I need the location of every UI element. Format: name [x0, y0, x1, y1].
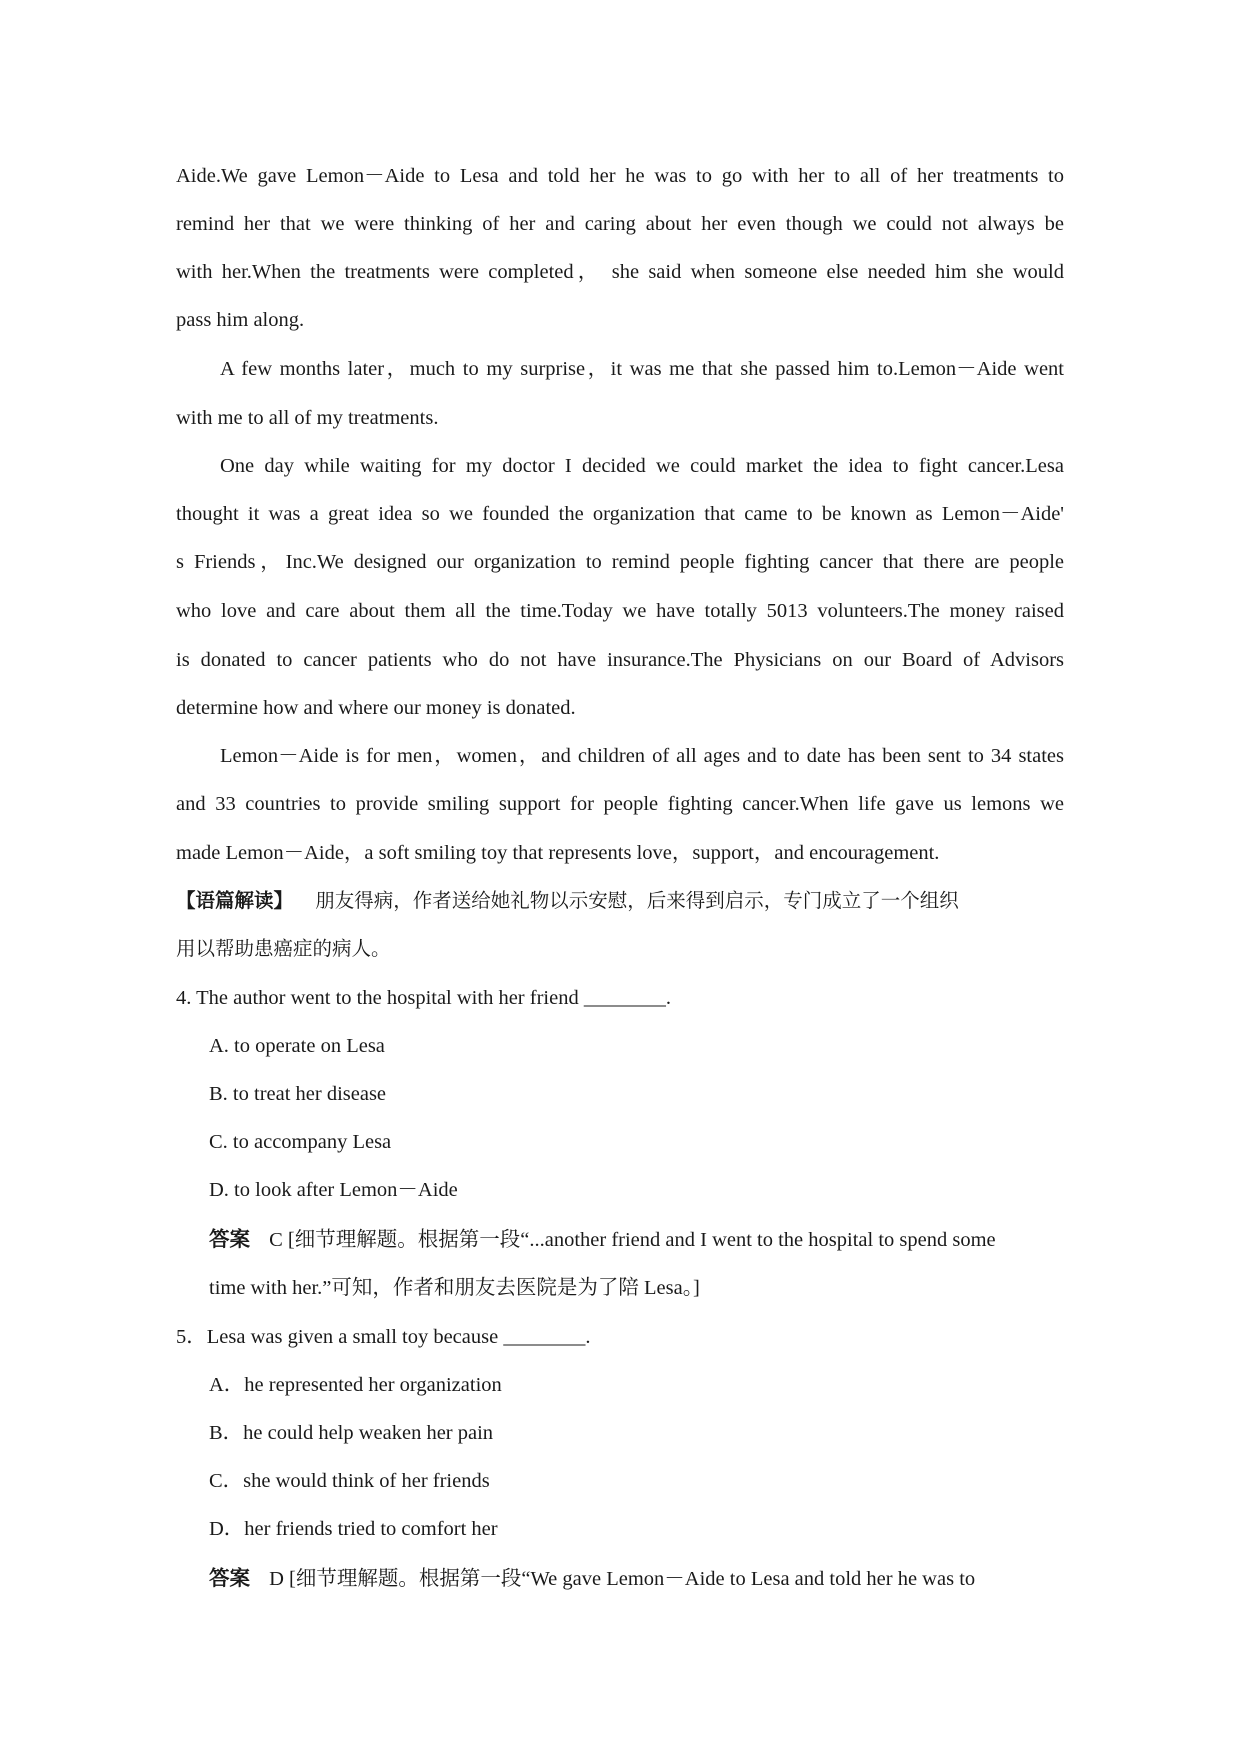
question-5-option-a: A．he represented her organization	[209, 1374, 502, 1396]
question-5-option-b: B．he could help weaken her pain	[209, 1422, 494, 1444]
question-5-answer	[209, 1568, 1075, 1590]
question-4-stem: 4. The author went to the hospital with her friend ________.	[176, 987, 671, 1009]
question-4-option-a: A. to operate on Lesa	[209, 1035, 385, 1057]
question-5-option-c: C．she would think of her friends	[209, 1470, 490, 1492]
passage-line: One day while waiting for my doctor I decided we could market the idea to fight cancer.Lesa	[220, 455, 1064, 477]
answer-text: D [细节理解题。根据第一段“We gave Lemon－Aide to Lesa and told her he was to	[269, 1568, 976, 1590]
passage-line: Lemon－Aide is for men，women，and children of all ages and to date has been sent to 34 states	[220, 745, 1064, 767]
question-4-option-b: B. to treat her disease	[209, 1083, 387, 1105]
passage-line: s Friends，Inc.We designed our organization to remind people fighting cancer that there are people	[176, 551, 1064, 573]
question-4-option-d: D. to look after Lemon－Aide	[209, 1179, 458, 1201]
summary-text: 用以帮助患癌症的病人。	[176, 937, 391, 960]
passage-line: with me to all of my treatments.	[176, 407, 439, 429]
answer-label: 答案	[209, 1566, 250, 1590]
passage-line: and 33 countries to provide smiling support for people fighting cancer.When life gave us lemons we	[176, 793, 1064, 815]
summary-heading: 【语篇解读】	[176, 889, 294, 912]
question-5-stem: 5．Lesa was given a small toy because ________.	[176, 1326, 591, 1348]
passage-line: A few months later，much to my surprise，it was me that she passed him to.Lemon－Aide went	[220, 358, 1064, 380]
passage-line: pass him along.	[176, 309, 305, 331]
passage-line: Aide.We gave Lemon－Aide to Lesa and told her he was to go with her to all of her treatments to	[176, 165, 1064, 187]
question-4-answer	[209, 1229, 1064, 1251]
passage-line: is donated to cancer patients who do not have insurance.The Physicians on our Board of Advisors	[176, 649, 1064, 671]
summary-text: 朋友得病，作者送给她礼物以示安慰，后来得到启示，专门成立了一个组织	[315, 889, 959, 912]
passage-line: made Lemon－Aide，a soft smiling toy that represents love，support，and encouragement.	[176, 842, 940, 864]
summary-paragraph	[176, 891, 1064, 911]
passage-line: determine how and where our money is donated.	[176, 697, 576, 719]
passage-line: remind her that we were thinking of her and caring about her even though we could not always be	[176, 213, 1064, 235]
answer-text: time with her.”可知，作者和朋友去医院是为了陪 Lesa。]	[209, 1277, 700, 1299]
question-4-option-c: C. to accompany Lesa	[209, 1131, 392, 1153]
question-5-option-d: D．her friends tried to comfort her	[209, 1518, 498, 1540]
answer-text: C [细节理解题。根据第一段“...another friend and I went to the hospital to spend some	[269, 1229, 996, 1251]
answer-label: 答案	[209, 1227, 250, 1251]
passage-line: with her.When the treatments were completed， she said when someone else needed him she would	[176, 261, 1064, 283]
passage-line: who love and care about them all the time.Today we have totally 5013 volunteers.The money raised	[176, 600, 1064, 622]
passage-line: thought it was a great idea so we founded the organization that came to be known as Lemon－Aide'	[176, 503, 1064, 525]
